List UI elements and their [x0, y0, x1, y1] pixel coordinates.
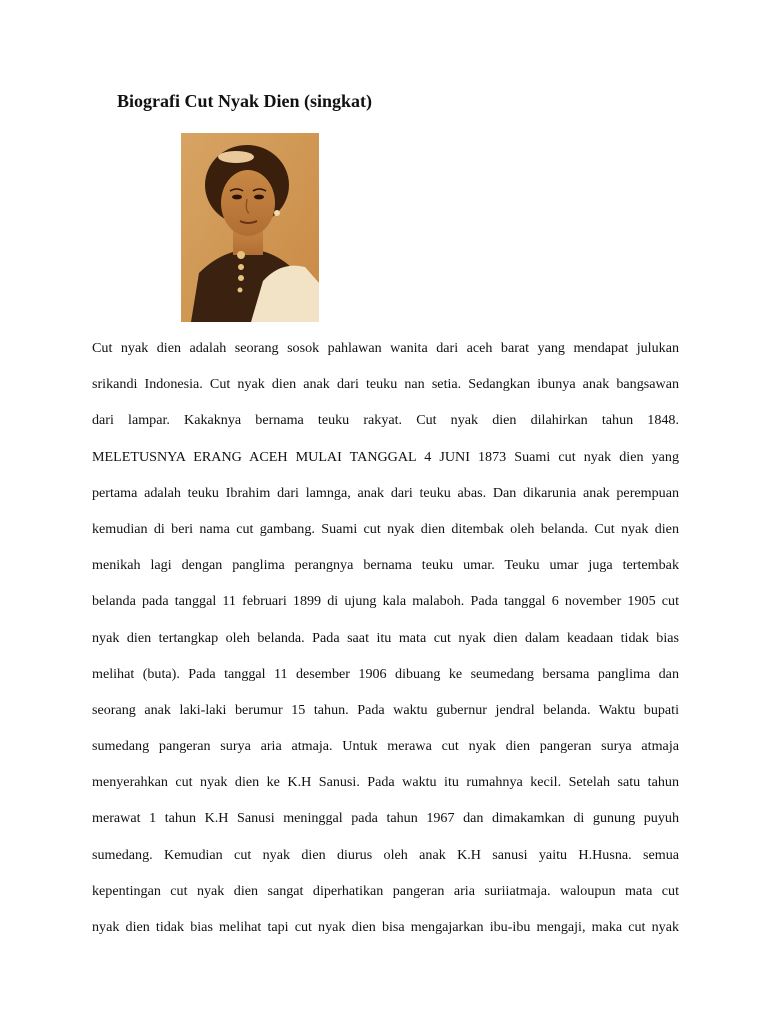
text-line: dari lampar. Kakaknya bernama teuku rakyat. Cut nyak dien dilahirkan tahun 1848. [92, 412, 679, 429]
text-line: MELETUSNYA ERANG ACEH MULAI TANGGAL 4 JUNI 1873 Suami cut nyak dien yang [92, 448, 679, 465]
text-line: sumedang pangeran surya aria atmaja. Untuk merawa cut nyak dien pangeran surya atmaja [92, 738, 679, 755]
portrait-image [181, 133, 319, 322]
text-line: Cut nyak dien adalah seorang sosok pahlawan wanita dari aceh barat yang mendapat julukan [92, 340, 679, 356]
text-line: merawat 1 tahun K.H Sanusi meninggal pada tahun 1967 dan dimakamkan di gunung puyuh [92, 810, 679, 827]
portrait-photo [181, 133, 319, 322]
text-line: nyak dien tertangkap oleh belanda. Pada saat itu mata cut nyak dien dalam keadaan tidak bias [92, 629, 679, 646]
text-line: seorang anak laki-laki berumur 15 tahun. Pada waktu gubernur jendral belanda. Waktu bupati [92, 701, 679, 718]
text-line: sumedang. Kemudian cut nyak dien diurus oleh anak K.H sanusi yaitu H.Husna. semua [92, 846, 679, 863]
text-line: melihat (buta). Pada tanggal 11 desember 1906 dibuang ke seumedang bersama panglima dan [92, 665, 679, 682]
text-line: menyerahkan cut nyak dien ke K.H Sanusi. Pada waktu itu rumahnya kecil. Setelah satu tahun [92, 774, 679, 791]
text-line: kepentingan cut nyak dien sangat diperhatikan pangeran aria suriiatmaja. waloupun mata cut [92, 882, 679, 899]
text-line: menikah lagi dengan panglima perangnya bernama teuku umar. Teuku umar juga tertembak [92, 557, 679, 574]
document-title: Biografi Cut Nyak Dien (singkat) [117, 91, 373, 111]
text-line: belanda pada tanggal 11 februari 1899 di ujung kala malaboh. Pada tanggal 6 november 1905 cut [92, 593, 679, 610]
text-line: srikandi Indonesia. Cut nyak dien anak dari teuku nan setia. Sedangkan ibunya anak bangsawan [92, 376, 679, 393]
text-line: kemudian di beri nama cut gambang. Suami cut nyak dien ditembak oleh belanda. Cut nyak dien [92, 520, 679, 537]
text-line: nyak dien tidak bias melihat tapi cut nyak dien bisa mengajarkan ibu-ibu mengaji, maka cut nyak [92, 919, 679, 935]
body-paragraph [92, 339, 679, 954]
text-line: pertama adalah teuku Ibrahim dari lamnga, anak dari teuku abas. Dan dikarunia anak perempuan [92, 484, 679, 501]
